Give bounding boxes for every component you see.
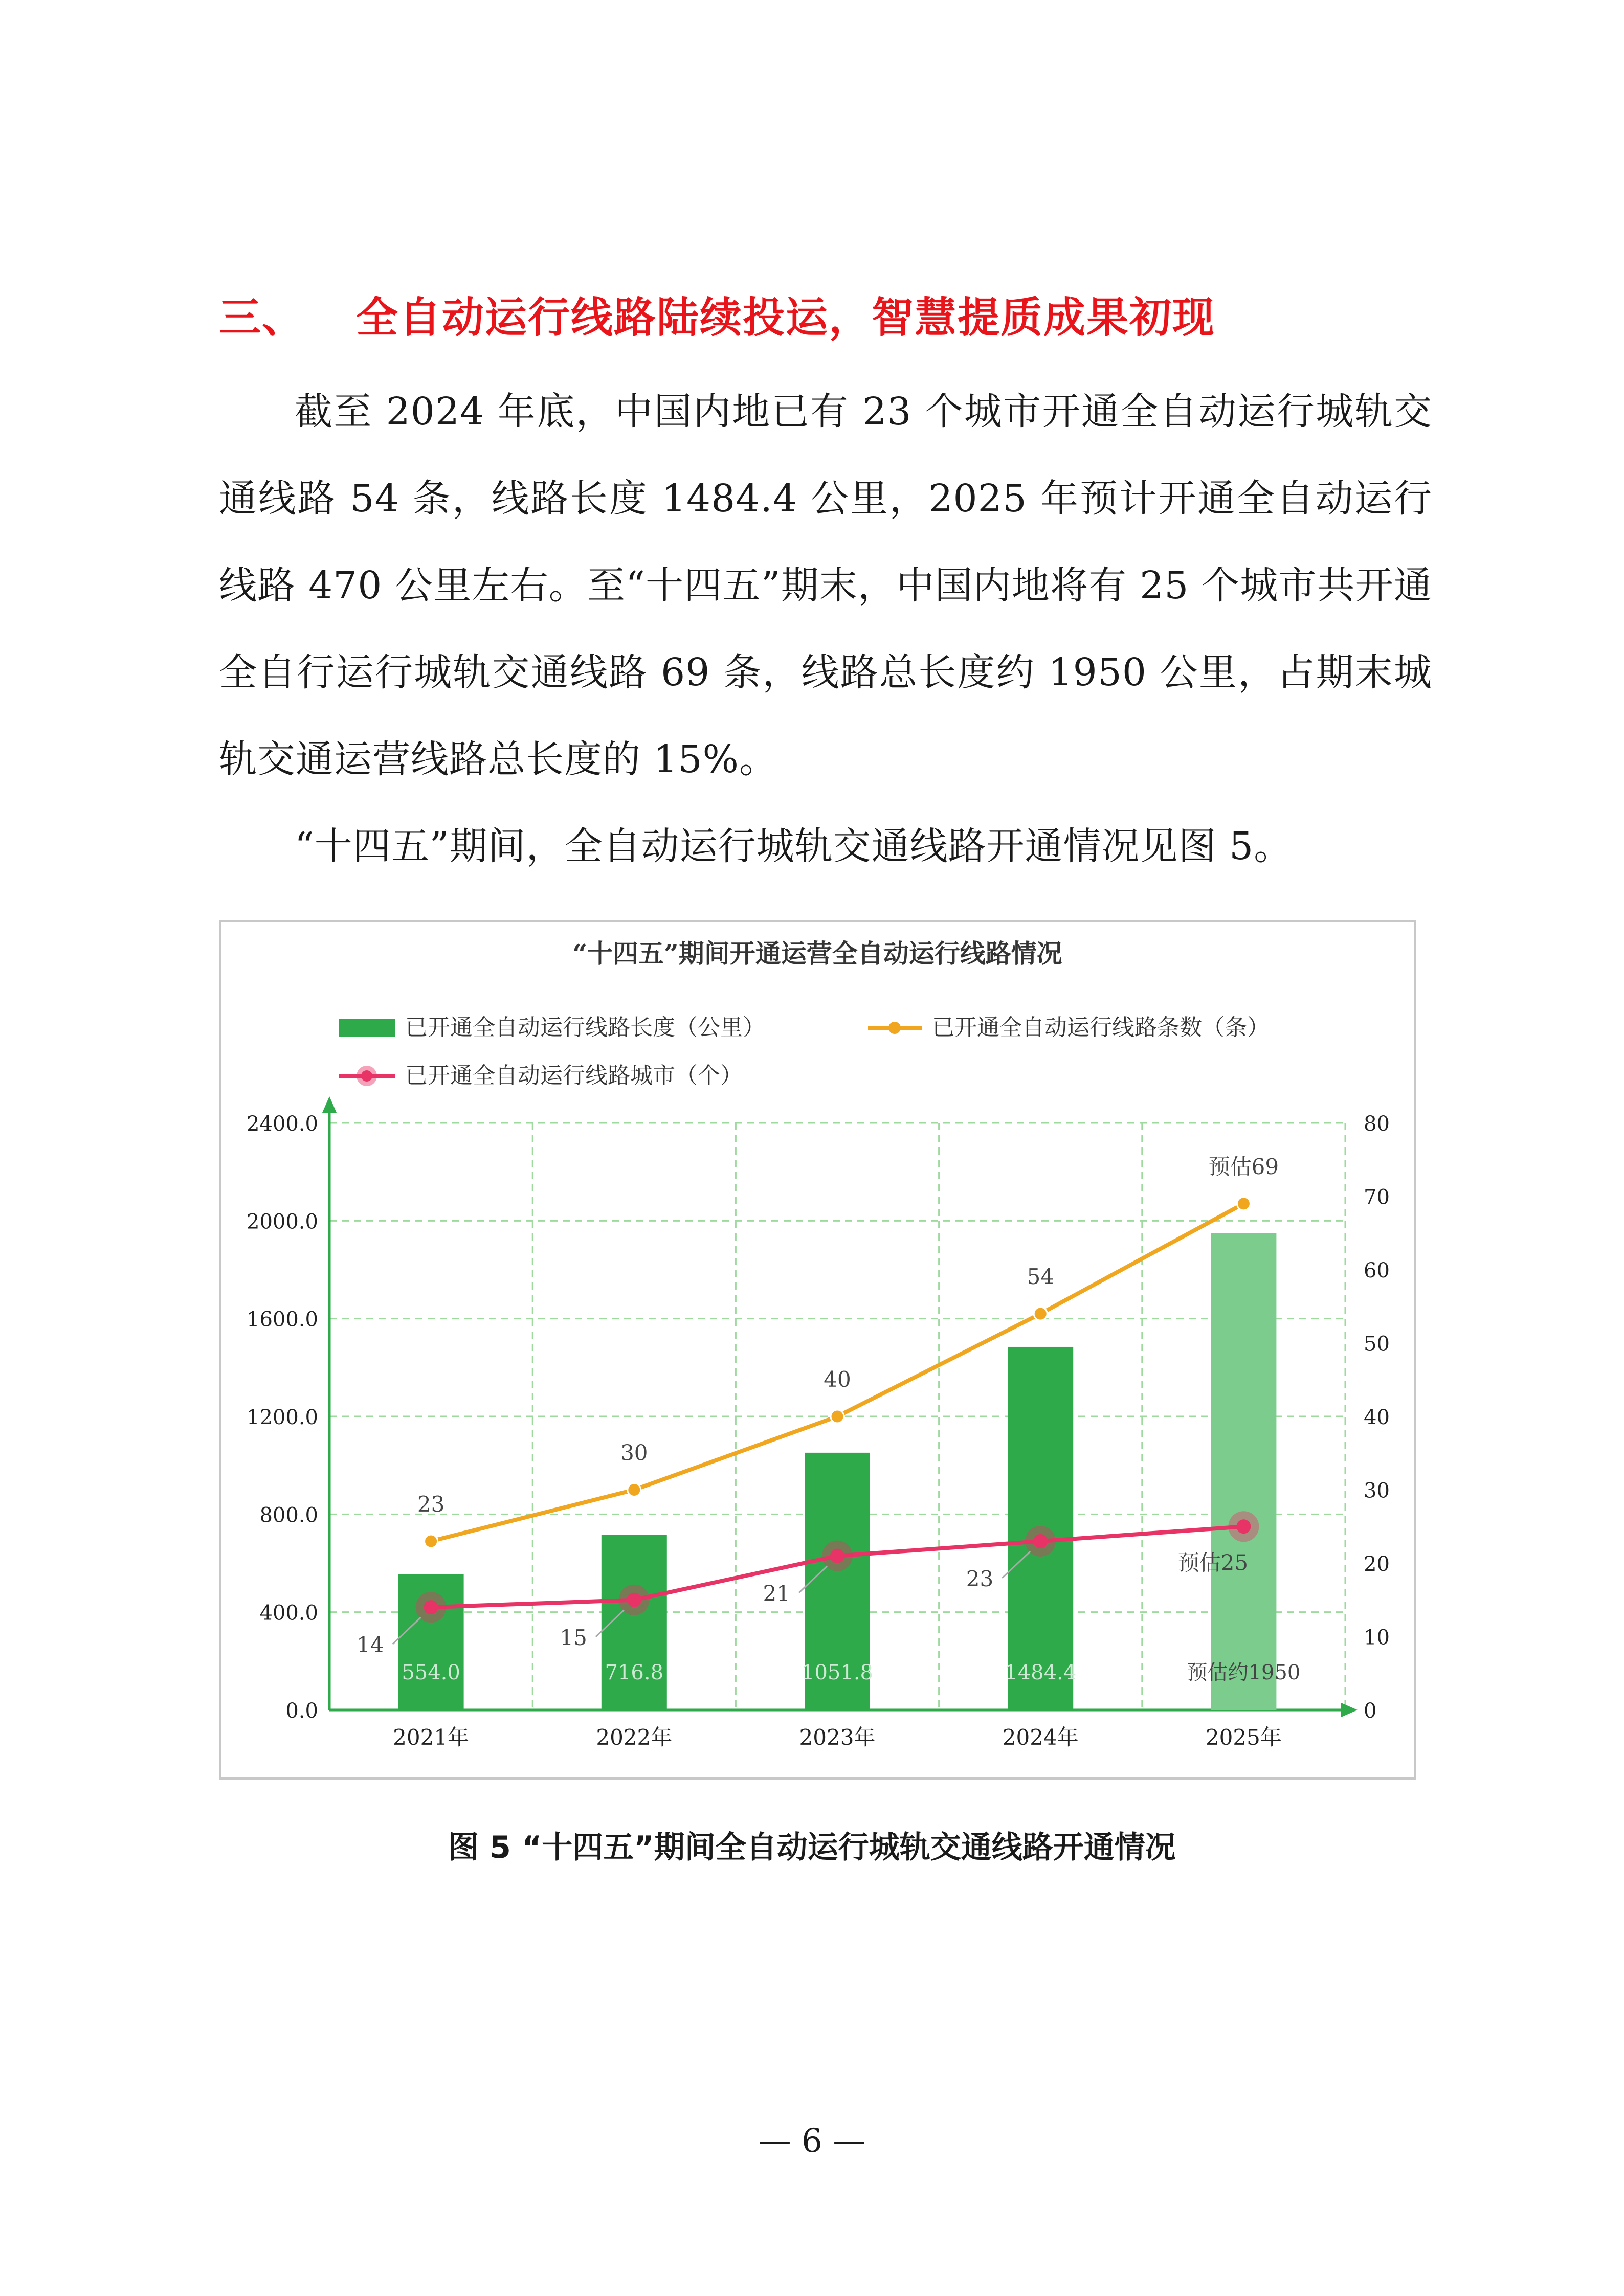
- y-right-tick-label: 20: [1364, 1552, 1390, 1576]
- y-left-tick-label: 1200.0: [247, 1406, 318, 1429]
- legend-label-count: 已开通全自动运行线路条数（条）: [932, 1015, 1270, 1041]
- y-right-tick-label: 10: [1364, 1626, 1390, 1650]
- y-right-tick-label: 30: [1364, 1479, 1390, 1503]
- point-count: [831, 1410, 844, 1423]
- y-left-tick-label: 0.0: [285, 1699, 318, 1723]
- x-tick-label: 2025年: [1205, 1725, 1282, 1750]
- point-label-count: 30: [620, 1440, 648, 1466]
- x-tick-label: 2022年: [596, 1725, 673, 1750]
- point-label-city: 23: [966, 1566, 994, 1591]
- point-city: [830, 1549, 844, 1563]
- point-city: [1033, 1534, 1048, 1548]
- body-paragraph-1: 截至 2024 年底，中国内地已有 23 个城市开通全自动运行城轨交通线路 54 条，线路长度 1484.4 公里，2025 年预计开通全自动运行线路 470 公里左右。至“十四五”期末，中国内地将有 25 个城市共开通全自行运行城轨交通线路 69 条，线路总长度约 1950 公里，占期末城轨交通运营线路总长度的 15%。: [219, 390, 1432, 781]
- chart-figure: [219, 920, 1416, 1780]
- point-label-city: 14: [357, 1632, 384, 1658]
- bar-value-label: 716.8: [605, 1661, 664, 1684]
- figure-caption: 图 5 “十四五”期间全自动运行城轨交通线路开通情况: [448, 1830, 1176, 1865]
- point-city: [424, 1600, 438, 1614]
- bar-value-label: 1484.4: [1005, 1661, 1077, 1684]
- y-axis-arrow: [322, 1096, 337, 1113]
- y-right-tick-label: 0: [1364, 1699, 1377, 1723]
- point-label-count: 40: [824, 1367, 851, 1392]
- x-tick-label: 2024年: [1002, 1725, 1079, 1750]
- x-tick-label: 2023年: [799, 1725, 876, 1750]
- y-right-tick-label: 60: [1364, 1259, 1390, 1282]
- point-city: [1236, 1519, 1251, 1534]
- chart-title: “十四五”期间开通运营全自动运行线路情况: [572, 938, 1062, 969]
- point-label-city: 21: [763, 1581, 790, 1606]
- point-city: [627, 1593, 641, 1607]
- point-label-city: 预估25: [1177, 1550, 1249, 1575]
- legend-marker-city: [361, 1070, 372, 1082]
- page-number: — 6 —: [758, 2122, 866, 2160]
- y-left-tick-label: 2000.0: [247, 1210, 318, 1234]
- y-left-tick-label: 800.0: [259, 1503, 318, 1527]
- point-count: [1237, 1197, 1250, 1210]
- y-right-tick-label: 80: [1364, 1112, 1390, 1136]
- legend-swatch-length: [339, 1019, 395, 1037]
- section-number: 三、: [219, 294, 305, 342]
- legend-marker-count: [888, 1022, 901, 1034]
- bar-value-label: 1051.8: [802, 1661, 873, 1684]
- legend-label-city: 已开通全自动运行线路城市（个）: [405, 1063, 743, 1089]
- bar-value-label: 554.0: [402, 1661, 460, 1684]
- chart-canvas: [221, 922, 1414, 1777]
- y-right-tick-label: 40: [1364, 1406, 1390, 1429]
- point-label-city: 15: [560, 1625, 587, 1650]
- point-count: [425, 1535, 438, 1548]
- x-tick-label: 2021年: [393, 1725, 470, 1750]
- y-left-tick-label: 400.0: [259, 1601, 318, 1625]
- section-title: 全自动运行线路陆续投运，智慧提质成果初现: [356, 294, 1216, 342]
- y-right-tick-label: 70: [1364, 1185, 1390, 1209]
- y-left-tick-label: 2400.0: [247, 1112, 318, 1136]
- bar-value-label: 预估约1950: [1187, 1661, 1301, 1684]
- point-label-count: 54: [1027, 1264, 1054, 1290]
- point-count: [628, 1483, 641, 1497]
- bar: [1211, 1233, 1276, 1710]
- point-label-count: 23: [417, 1491, 445, 1517]
- body-paragraph-2: “十四五”期间，全自动运行城轨交通线路开通情况见图 5。: [295, 824, 1293, 868]
- section-heading: [219, 284, 1215, 344]
- legend-label-length: 已开通全自动运行线路长度（公里）: [405, 1015, 765, 1041]
- x-axis-arrow: [1341, 1703, 1358, 1717]
- y-left-tick-label: 1600.0: [247, 1308, 318, 1332]
- point-label-count: 预估69: [1208, 1154, 1279, 1179]
- y-right-tick-label: 50: [1364, 1332, 1390, 1356]
- point-count: [1034, 1307, 1047, 1320]
